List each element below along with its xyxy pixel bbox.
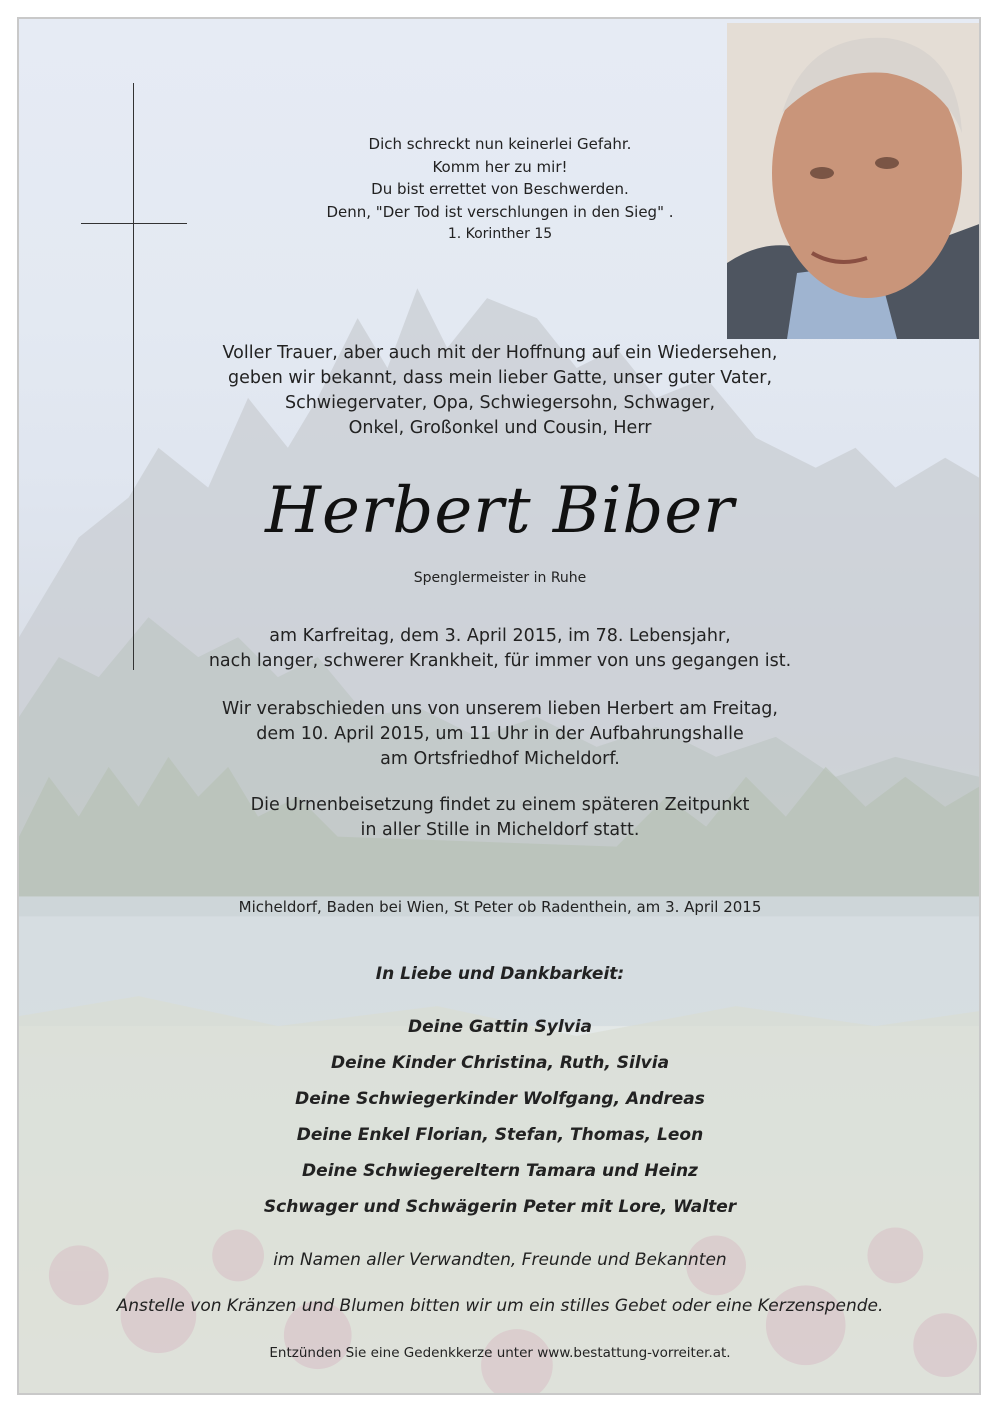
farewell-notice (0, 697, 1000, 772)
verse-line: Dich schreckt nun keinerlei Gefahr. (368, 135, 632, 153)
mourner-line: Deine Schwiegereltern Tamara und Heinz (302, 1161, 698, 1181)
mourner-line: Deine Enkel Florian, Stefan, Thomas, Leon (296, 1125, 704, 1145)
verse-line: Du bist errettet von Beschwerden. (371, 180, 629, 198)
intro-line: Schwiegervater, Opa, Schwiegersohn, Schwager, (284, 393, 716, 413)
place-and-date: Micheldorf, Baden bei Wien, St Peter ob Radenthein, am 3. April 2015 (238, 898, 762, 916)
verse-line: Komm her zu mir! (432, 157, 568, 176)
mourner-line: Deine Kinder Christina, Ruth, Silvia (330, 1053, 670, 1073)
death-notice (0, 624, 1000, 674)
urn-line: Die Urnenbeisetzung findet zu einem späteren Zeitpunkt (250, 795, 750, 815)
urn-burial-notice (0, 793, 1000, 843)
deceased-profession: Spenglermeister in Ruhe (413, 570, 587, 586)
relatives-note: im Namen aller Verwandten, Freunde und Bekannten (273, 1250, 727, 1270)
mourners-list (0, 1015, 1000, 1231)
intro-line: Onkel, Großonkel und Cousin, Herr (348, 418, 652, 438)
intro-line: geben wir bekannt, dass mein lieber Gatte, unser guter Vater, (227, 368, 773, 388)
love-heading: In Liebe und Dankbarkeit: (375, 964, 625, 984)
mourner-line: Schwager und Schwägerin Peter mit Lore, Walter (263, 1197, 737, 1217)
urn-line: in aller Stille in Micheldorf statt. (360, 820, 640, 840)
verse-reference: 1. Korinther 15 (447, 226, 553, 242)
mourner-line: Deine Schwiegerkinder Wolfgang, Andreas (295, 1089, 705, 1109)
farewell-line: dem 10. April 2015, um 11 Uhr in der Aufbahrungshalle (256, 724, 744, 744)
candle-note: Entzünden Sie eine Gedenkkerze unter www.bestattung-vorreiter.at. (269, 1345, 731, 1361)
death-line: nach langer, schwerer Krankheit, für immer von uns gegangen ist. (208, 651, 792, 671)
deceased-name: Herbert Biber (265, 474, 735, 548)
farewell-line: Wir verabschieden uns von unserem lieben Herbert am Freitag, (222, 699, 778, 719)
verse-line: Denn, "Der Tod ist verschlungen in den Sieg" . (326, 202, 674, 221)
intro-line: Voller Trauer, aber auch mit der Hoffnung auf ein Wiedersehen, (222, 343, 778, 363)
mourner-line: Deine Gattin Sylvia (407, 1017, 593, 1037)
farewell-line: am Ortsfriedhof Micheldorf. (380, 749, 620, 769)
bible-verse (0, 133, 1000, 246)
death-line: am Karfreitag, dem 3. April 2015, im 78. Lebensjahr, (269, 626, 731, 646)
flowers-note: Anstelle von Kränzen und Blumen bitten wir um ein stilles Gebet oder eine Kerzenspende. (116, 1296, 884, 1316)
announcement-intro (0, 341, 1000, 441)
